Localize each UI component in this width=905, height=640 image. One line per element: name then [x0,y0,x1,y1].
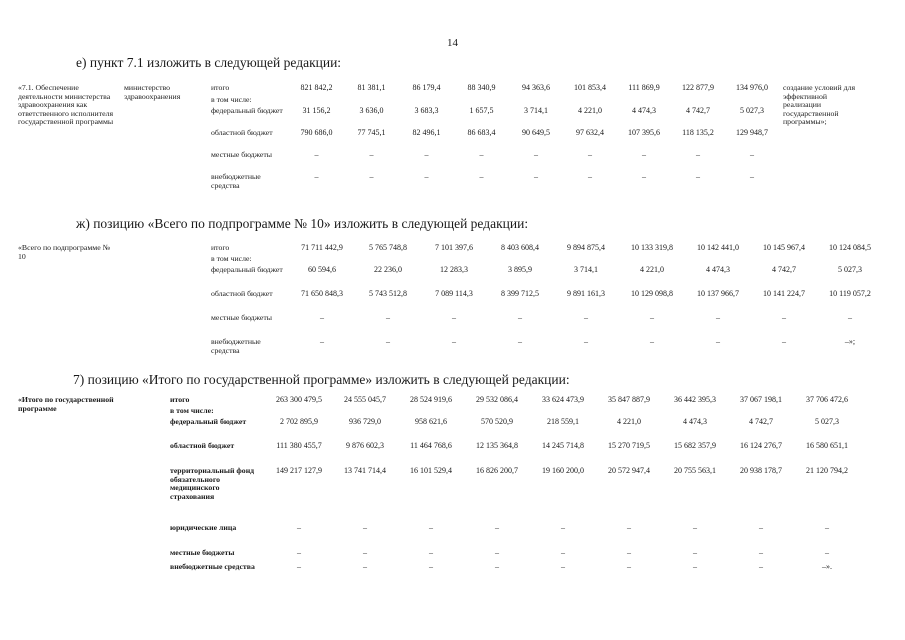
row-label: местные бюджеты [211,313,273,322]
table-cell: 82 496,1 [412,128,441,137]
table-cell: 8 399 712,5 [501,289,539,298]
table-cell: 31 156,2 [302,106,331,115]
table-cell: 36 442 395,3 [674,395,716,404]
table-cell: – [825,523,829,532]
table-cell: – [782,337,786,346]
table-cell: 9 894 875,4 [567,243,605,252]
table-cell: 97 632,4 [576,128,604,137]
table-cell: 9 891 161,3 [567,289,605,298]
table-cell: –». [822,562,832,571]
table-cell: – [584,313,588,322]
table-cell: 60 594,6 [308,265,336,274]
table-cell: 5 027,3 [838,265,862,274]
row-label: в том числе: [170,406,214,415]
row-label: итого [211,243,230,252]
table-cell: – [495,548,499,557]
row-label: итого [170,395,190,404]
table-cell: 111 869,9 [628,83,660,92]
item-7-1-name: «7.1. Обеспечение деятельности министерства здравоохранения как ответственного исполнителя государственной программы [18,83,114,127]
row-label: областной бюджет [211,289,273,298]
table-cell: –»; [844,337,856,346]
table-cell: 28 524 919,6 [410,395,452,404]
program-total-name: «Итого по государственной программе [18,395,114,413]
table-cell: 13 741 714,4 [344,466,386,475]
table-cell: – [627,562,631,571]
table-cell: 4 742,7 [772,265,796,274]
table-cell: 35 847 887,9 [608,395,650,404]
table-cell: 10 141 224,7 [763,289,805,298]
table-cell: – [363,562,367,571]
table-cell: – [424,172,429,181]
table-cell: – [297,548,301,557]
table-cell: 218 559,1 [547,417,579,426]
row-label: местные бюджеты [170,548,235,557]
table-cell: 10 133 319,8 [631,243,673,252]
table-cell: 16 101 529,4 [410,466,452,475]
table-cell: 12 135 364,8 [476,441,518,450]
table-cell: – [495,523,499,532]
table-cell: – [429,523,433,532]
table-cell: 15 270 719,5 [608,441,650,450]
table-item-7-1 [18,84,861,195]
table-cell: – [534,172,538,181]
table-cell: 77 745,1 [357,128,386,137]
row-label: областной бюджет [211,128,273,137]
table-cell: 16 826 200,7 [476,466,518,475]
table-cell: – [518,313,522,322]
table-cell: 107 395,6 [628,128,660,137]
table-cell: 3 714,1 [574,265,598,274]
table-cell: 7 089 114,3 [435,289,473,298]
table-cell: – [386,337,390,346]
table-cell: 19 160 200,0 [542,466,584,475]
table-cell: – [588,172,592,181]
table-cell: 111 380 455,7 [276,441,322,450]
table-cell: – [627,523,631,532]
table-cell: 71 650 848,3 [301,289,343,298]
table-cell: – [320,313,324,322]
table-cell: – [627,548,631,557]
table-cell: 94 363,6 [522,83,550,92]
table-cell: 5 027,3 [740,106,764,115]
table-cell: 122 877,9 [682,83,714,92]
table-cell: – [650,337,654,346]
table-cell: – [693,562,697,571]
table-cell: – [750,172,754,181]
item-7-1-note: создание условий для эффективной реализации государственной программы»; [783,83,856,127]
table-cell: – [848,313,852,322]
table-cell: 9 876 602,3 [346,441,384,450]
table-cell: – [369,150,374,159]
table-cell: 20 755 563,1 [674,466,716,475]
page-number: 14 [447,37,458,49]
table-cell: – [320,337,324,346]
table-cell: 7 101 397,6 [435,243,473,252]
table-cell: – [584,337,588,346]
table-cell: 118 135,2 [682,128,714,137]
table-cell: – [782,313,786,322]
table-cell: – [642,172,646,181]
table-cell: – [429,562,433,571]
table-cell: 71 711 442,9 [301,243,343,252]
heading-item-e: е) пункт 7.1 изложить в следующей редакции: [76,55,342,70]
row-label: внебюджетные средства [211,337,261,355]
row-label: областной бюджет [170,441,235,450]
table-cell: 936 729,0 [349,417,381,426]
table-cell: 33 624 473,9 [542,395,584,404]
table-cell: – [314,150,319,159]
table-subprogram-10-total [18,244,883,360]
row-label: федеральный бюджет [211,265,283,274]
table-cell: 4 221,0 [578,106,602,115]
table-cell: 570 520,9 [481,417,513,426]
table-cell: – [314,172,319,181]
table-cell: 24 555 045,7 [344,395,386,404]
table-cell: 11 464 768,6 [410,441,452,450]
table-cell: 1 657,5 [469,106,494,115]
table-cell: – [825,548,829,557]
table-cell: 10 142 441,0 [697,243,739,252]
table-cell: 2 702 895,9 [280,417,318,426]
table-cell: – [479,150,484,159]
table-cell: 37 706 472,6 [806,395,848,404]
table-cell: 3 636,0 [359,106,384,115]
table-cell: 86 683,4 [467,128,496,137]
table-cell: 3 714,1 [524,106,548,115]
row-label: территориальный фонд обязательного медицинского страхования [170,466,255,501]
table-cell: – [363,548,367,557]
heading-item-zh: ж) позицию «Всего по подпрограмме № 10» изложить в следующей редакции: [76,216,529,231]
table-cell: – [642,150,646,159]
row-label: федеральный бюджет [211,106,283,115]
table-cell: – [696,172,700,181]
table-cell: 29 532 086,4 [476,395,518,404]
table-cell: 12 283,3 [440,265,468,274]
table-cell: 16 124 276,7 [740,441,782,450]
table-cell: – [518,337,522,346]
table-cell: 5 765 748,8 [369,243,407,252]
heading-item-7: 7) позицию «Итого по государственной программе» изложить в следующей редакции: [73,372,570,387]
table-cell: 149 217 127,9 [276,466,322,475]
table-cell: – [429,548,433,557]
table-cell: – [650,313,654,322]
table-cell: 4 474,3 [706,265,730,274]
subprogram-total-name: «Всего по подпрограмме № 10 [18,243,111,261]
table-state-program-total [18,396,860,583]
table-cell: 16 580 651,1 [806,441,848,450]
table-cell: 22 236,0 [374,265,402,274]
row-label: местные бюджеты [211,150,273,159]
table-cell: 790 686,0 [300,128,333,137]
table-cell: – [452,337,456,346]
table-cell: – [534,150,538,159]
table-cell: 4 742,7 [749,417,773,426]
table-cell: 101 853,4 [574,83,606,92]
table-cell: 821 842,2 [300,83,333,92]
table-cell: 21 120 794,2 [806,466,848,475]
table-cell: – [561,562,565,571]
table-cell: 15 682 357,9 [674,441,716,450]
table-cell: 3 683,3 [414,106,439,115]
table-cell: – [693,523,697,532]
table-cell: 134 976,0 [736,83,768,92]
table-cell: 4 474,3 [632,106,656,115]
row-label: внебюджетные средства [170,562,255,571]
table-cell: 4 474,3 [683,417,707,426]
table-cell: 20 572 947,4 [608,466,650,475]
table-cell: 10 145 967,4 [763,243,805,252]
table-cell: 4 221,0 [617,417,641,426]
table-cell: 37 067 198,1 [740,395,782,404]
table-cell: 86 179,4 [412,83,441,92]
table-cell: – [750,150,754,159]
table-cell: 3 895,9 [508,265,532,274]
table-cell: – [759,562,763,571]
table-cell: 88 340,9 [467,83,496,92]
row-label: федеральный бюджет [170,417,247,426]
table-cell: 4 221,0 [640,265,664,274]
row-label: юридические лица [170,523,237,532]
row-label: внебюджетные средства [211,172,261,190]
table-cell: 5 743 512,8 [369,289,407,298]
table-cell: – [759,548,763,557]
table-cell: 14 245 714,8 [542,441,584,450]
table-cell: 10 129 098,8 [631,289,673,298]
table-cell: 10 119 057,2 [829,289,871,298]
table-cell: – [495,562,499,571]
table-cell: 90 649,5 [522,128,550,137]
table-cell: 20 938 178,7 [740,466,782,475]
table-cell: – [716,337,720,346]
table-cell: 10 137 966,7 [697,289,739,298]
table-cell: – [716,313,720,322]
item-7-1-executor: министерство здравоохранения [124,83,181,101]
table-cell: 129 948,7 [736,128,768,137]
table-cell: 4 742,7 [686,106,710,115]
table-cell: – [424,150,429,159]
table-cell: – [696,150,700,159]
table-cell: 10 124 084,5 [829,243,871,252]
table-cell: – [363,523,367,532]
table-cell: 263 300 479,5 [276,395,322,404]
table-cell: – [369,172,374,181]
row-label: итого [211,83,230,92]
table-cell: – [561,548,565,557]
table-cell: – [759,523,763,532]
table-cell: – [693,548,697,557]
table-cell: 958 621,6 [415,417,447,426]
table-cell: – [297,523,301,532]
table-cell: – [452,313,456,322]
table-cell: 81 381,1 [357,83,386,92]
table-cell: 5 027,3 [815,417,839,426]
table-cell: 8 403 608,4 [501,243,539,252]
table-cell: – [297,562,301,571]
row-label: в том числе: [211,95,252,104]
table-cell: – [386,313,390,322]
table-cell: – [561,523,565,532]
table-cell: – [588,150,592,159]
table-cell: – [479,172,484,181]
row-label: в том числе: [211,254,252,263]
